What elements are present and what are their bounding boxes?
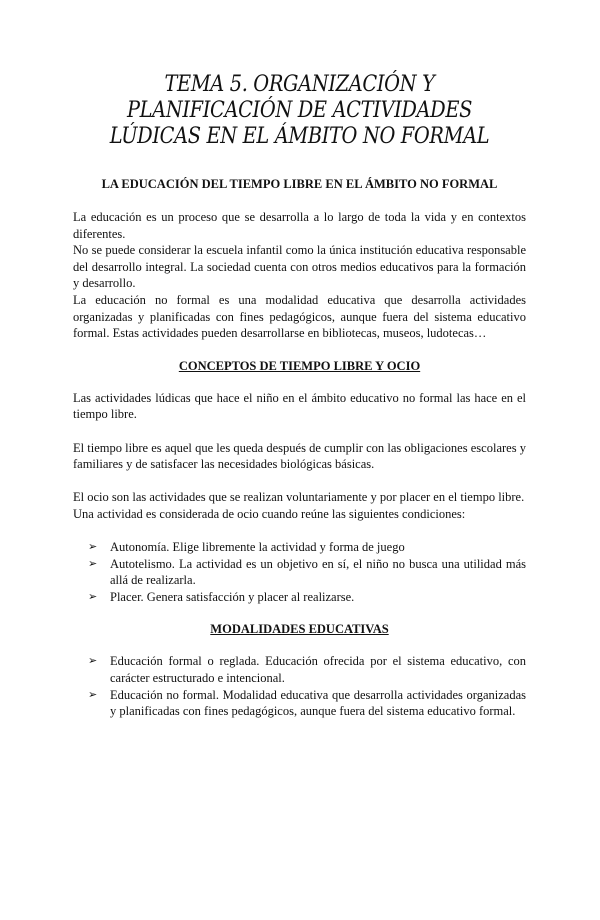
page-title: TEMA 5. ORGANIZACIÓN Y PLANIFICACIÓN DE ACTIVIDADES LÚDICAS EN EL ÁMBITO NO FORMAL (109, 72, 490, 149)
paragraph: Una actividad es considerada de ocio cuando reúne las siguientes condiciones: (73, 506, 466, 521)
arrow-bullet-icon: ➢ (88, 556, 98, 570)
document-page (0, 72, 600, 920)
list-item: ➢ Educación formal o reglada. Educación ofrecida por el sistema educativo, con carácter estructurado e intencional. (88, 654, 526, 686)
paragraph: La educación no formal es una modalidad educativa que desarrolla actividades organizadas y planificadas con fines pedagógicos, aunque fuera del sistema educativo formal. Estas actividades pueden desarrollarse en bibliotecas, museos, ludotecas… (73, 292, 526, 341)
list-item: ➢ Educación no formal. Modalidad educativa que desarrolla actividades organizadas y planificadas con fines pedagógicos, aunque fuera del sistema educativo formal. (88, 687, 526, 719)
list-item: ➢ Autotelismo. La actividad es un objetivo en sí, el niño no busca una utilidad más allá de realizarla. (88, 556, 526, 588)
list-item: ➢ Autonomía. Elige libremente la actividad y forma de juego (88, 540, 405, 555)
arrow-bullet-icon: ➢ (88, 654, 98, 668)
arrow-bullet-icon: ➢ (88, 540, 98, 554)
paragraph: Las actividades lúdicas que hace el niño en el ámbito educativo no formal las hace en el tiempo libre. (73, 390, 526, 422)
ocio-conditions-list (73, 539, 526, 605)
paragraph: El ocio son las actividades que se realizan voluntariamente y por placer en el tiempo libre. (73, 490, 525, 505)
arrow-bullet-icon: ➢ (88, 589, 98, 603)
section-heading-modalidades: MODALIDADES EDUCATIVAS (210, 622, 389, 637)
paragraph: La educación es un proceso que se desarrolla a lo largo de toda la vida y en contextos diferentes. (73, 210, 526, 241)
paragraph: El tiempo libre es aquel que les queda después de cumplir con las obligaciones escolares y familiares y de satisfacer las necesidades biológicas básicas. (73, 440, 526, 472)
modalidades-list (73, 653, 526, 719)
paragraph: No se puede considerar la escuela infantil como la única institución educativa responsable del desarrollo integral. La sociedad cuenta con otros medios educativos para la formación y desarrollo. (73, 243, 526, 291)
section-heading-conceptos: CONCEPTOS DE TIEMPO LIBRE Y OCIO (178, 358, 421, 373)
arrow-bullet-icon: ➢ (88, 687, 98, 701)
section-heading-educacion-tiempo-libre: LA EDUCACIÓN DEL TIEMPO LIBRE EN EL ÁMBITO NO FORMAL (101, 177, 498, 191)
list-item: ➢ Placer. Genera satisfacción y placer al realizarse. (88, 589, 355, 604)
